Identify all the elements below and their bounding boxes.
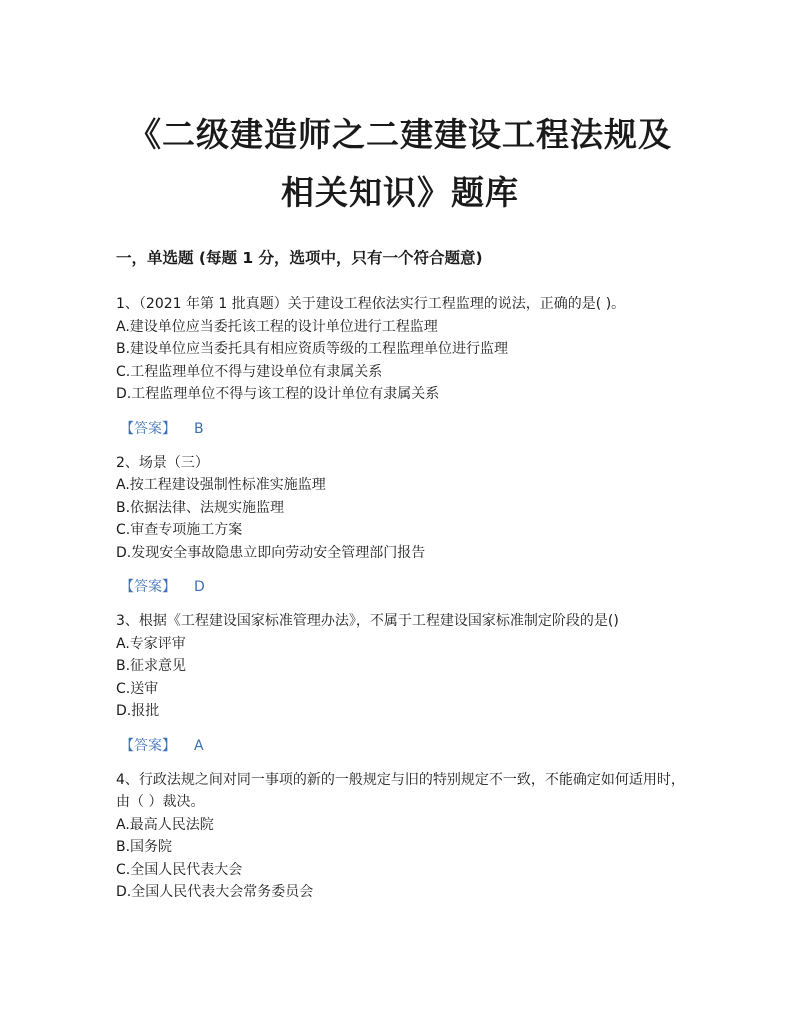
title-line-2: 相关知识》题库 (281, 173, 519, 212)
question-stem: 4、行政法规之间对同一事项的新的一般规定与旧的特别规定不一致，不能确定如何适用时，由（ ）裁决。 (116, 771, 685, 810)
option-c: C.审查专项施工方案 (116, 522, 243, 538)
option-c: C.全国人民代表大会 (116, 861, 243, 878)
option-c: C.工程监理单位不得与建设单位有隶属关系 (116, 363, 383, 380)
question-4 (116, 769, 686, 904)
question-2 (116, 452, 686, 598)
question-1 (116, 293, 686, 439)
option-b: B.依据法律、法规实施监理 (116, 499, 285, 516)
option-a: A.专家评审 (116, 635, 186, 652)
section-heading: 一，单选题 (每题 1 分，选项中，只有一个符合题意) (116, 249, 483, 267)
answer-value: B (194, 420, 204, 437)
option-d: D.发现安全事故隐患立即向劳动安全管理部门报告 (116, 544, 426, 561)
option-b: B.国务院 (116, 839, 173, 855)
option-d: D.工程监理单位不得与该工程的设计单位有隶属关系 (116, 386, 440, 402)
answer-line (120, 736, 686, 756)
option-a: A.建设单位应当委托该工程的设计单位进行工程监理 (116, 318, 438, 335)
answer-value: A (194, 737, 204, 754)
answer-label: 【答案】 (120, 579, 176, 595)
option-a: A.按工程建设强制性标准实施监理 (116, 477, 326, 493)
answer-label: 【答案】 (120, 420, 176, 437)
answer-label: 【答案】 (120, 737, 176, 754)
option-a: A.最高人民法院 (116, 816, 214, 833)
question-stem: 1、（2021 年第 1 批真题）关于建设工程依法实行工程监理的说法，正确的是( )。 (116, 296, 626, 312)
question-3 (116, 610, 686, 756)
answer-line (120, 577, 686, 597)
title-line-1: 《二级建造师之二建建设工程法规及 (128, 115, 672, 154)
option-d: D.报批 (116, 703, 160, 719)
question-stem: 3、根据《工程建设国家标准管理办法》，不属于工程建设国家标准制定阶段的是() (116, 613, 619, 629)
question-stem: 2、场景（三） (116, 454, 209, 471)
document-title (90, 106, 710, 222)
answer-line (120, 419, 686, 439)
option-c: C.送审 (116, 680, 159, 697)
option-b: B.建设单位应当委托具有相应资质等级的工程监理单位进行监理 (116, 341, 509, 357)
answer-value: D (194, 579, 205, 595)
option-b: B.征求意见 (116, 658, 187, 674)
option-d: D.全国人民代表大会常务委员会 (116, 884, 314, 900)
question-list (116, 293, 686, 904)
